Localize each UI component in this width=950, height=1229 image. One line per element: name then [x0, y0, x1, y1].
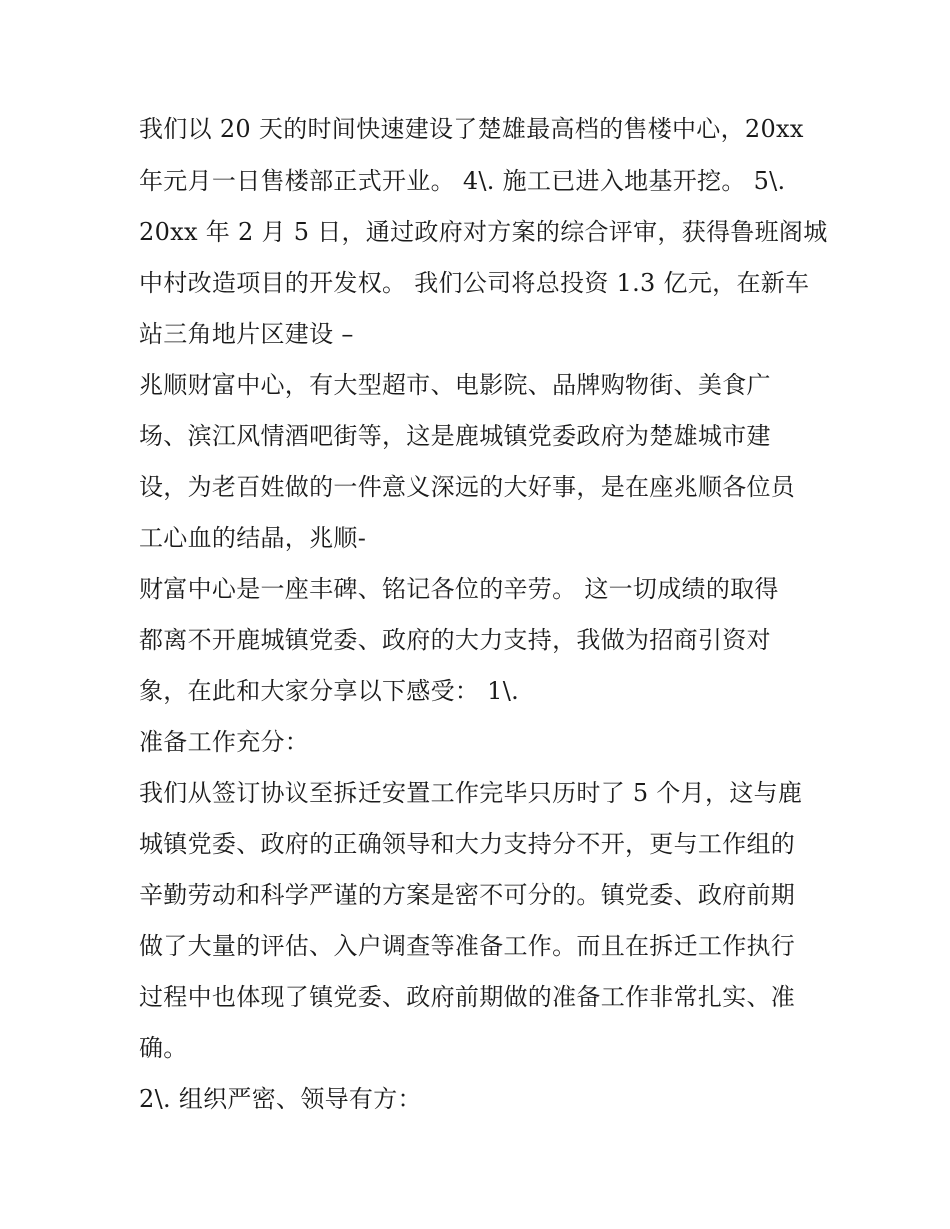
text-line: 兆顺财富中心，有大型超市、电影院、品牌购物街、美食广 [139, 371, 771, 399]
text-line: 我们从签订协议至拆迁安置工作完毕只历时了 5 个月，这与鹿 [139, 779, 803, 807]
text-line: 城镇党委、政府的正确领导和大力支持分不开，更与工作组的 [139, 830, 796, 858]
text-line: 财富中心是一座丰碑、铭记各位的辛劳。 这一切成绩的取得 [139, 575, 779, 603]
text-line: 站三角地片区建设 – [139, 320, 354, 348]
section-heading: 2\. 组织严密、领导有方： [139, 1085, 422, 1113]
text-line: 我们以 20 天的时间快速建设了楚雄最高档的售楼中心，20xx [139, 115, 804, 143]
text-line: 过程中也体现了镇党委、政府前期做的准备工作非常扎实、准 [139, 983, 796, 1011]
text-line: 设，为老百姓做的一件意义深远的大好事，是在座兆顺各位员 [139, 473, 796, 501]
text-line: 象，在此和大家分享以下感受： 1\. [139, 677, 520, 705]
text-line: 中村改造项目的开发权。 我们公司将总投资 1.3 亿元，在新车 [139, 269, 810, 297]
text-line: 辛勤劳动和科学严谨的方案是密不可分的。镇党委、政府前期 [139, 881, 796, 909]
text-line: 20xx 年 2 月 5 日，通过政府对方案的综合评审，获得鲁班阁城 [139, 218, 828, 246]
text-line: 年元月一日售楼部正式开业。 4\. 施工已进入地基开挖。 5\. [139, 167, 786, 195]
text-line: 确。 [139, 1034, 188, 1062]
text-line: 都离不开鹿城镇党委、政府的大力支持，我做为招商引资对 [139, 626, 771, 654]
text-line: 工心血的结晶，兆顺- [139, 524, 367, 552]
text-line: 做了大量的评估、入户调查等准备工作。而且在拆迁工作执行 [139, 932, 796, 960]
section-heading: 准备工作充分： [139, 728, 310, 756]
text-line: 场、滨江风情酒吧街等，这是鹿城镇党委政府为楚雄城市建 [139, 422, 771, 450]
